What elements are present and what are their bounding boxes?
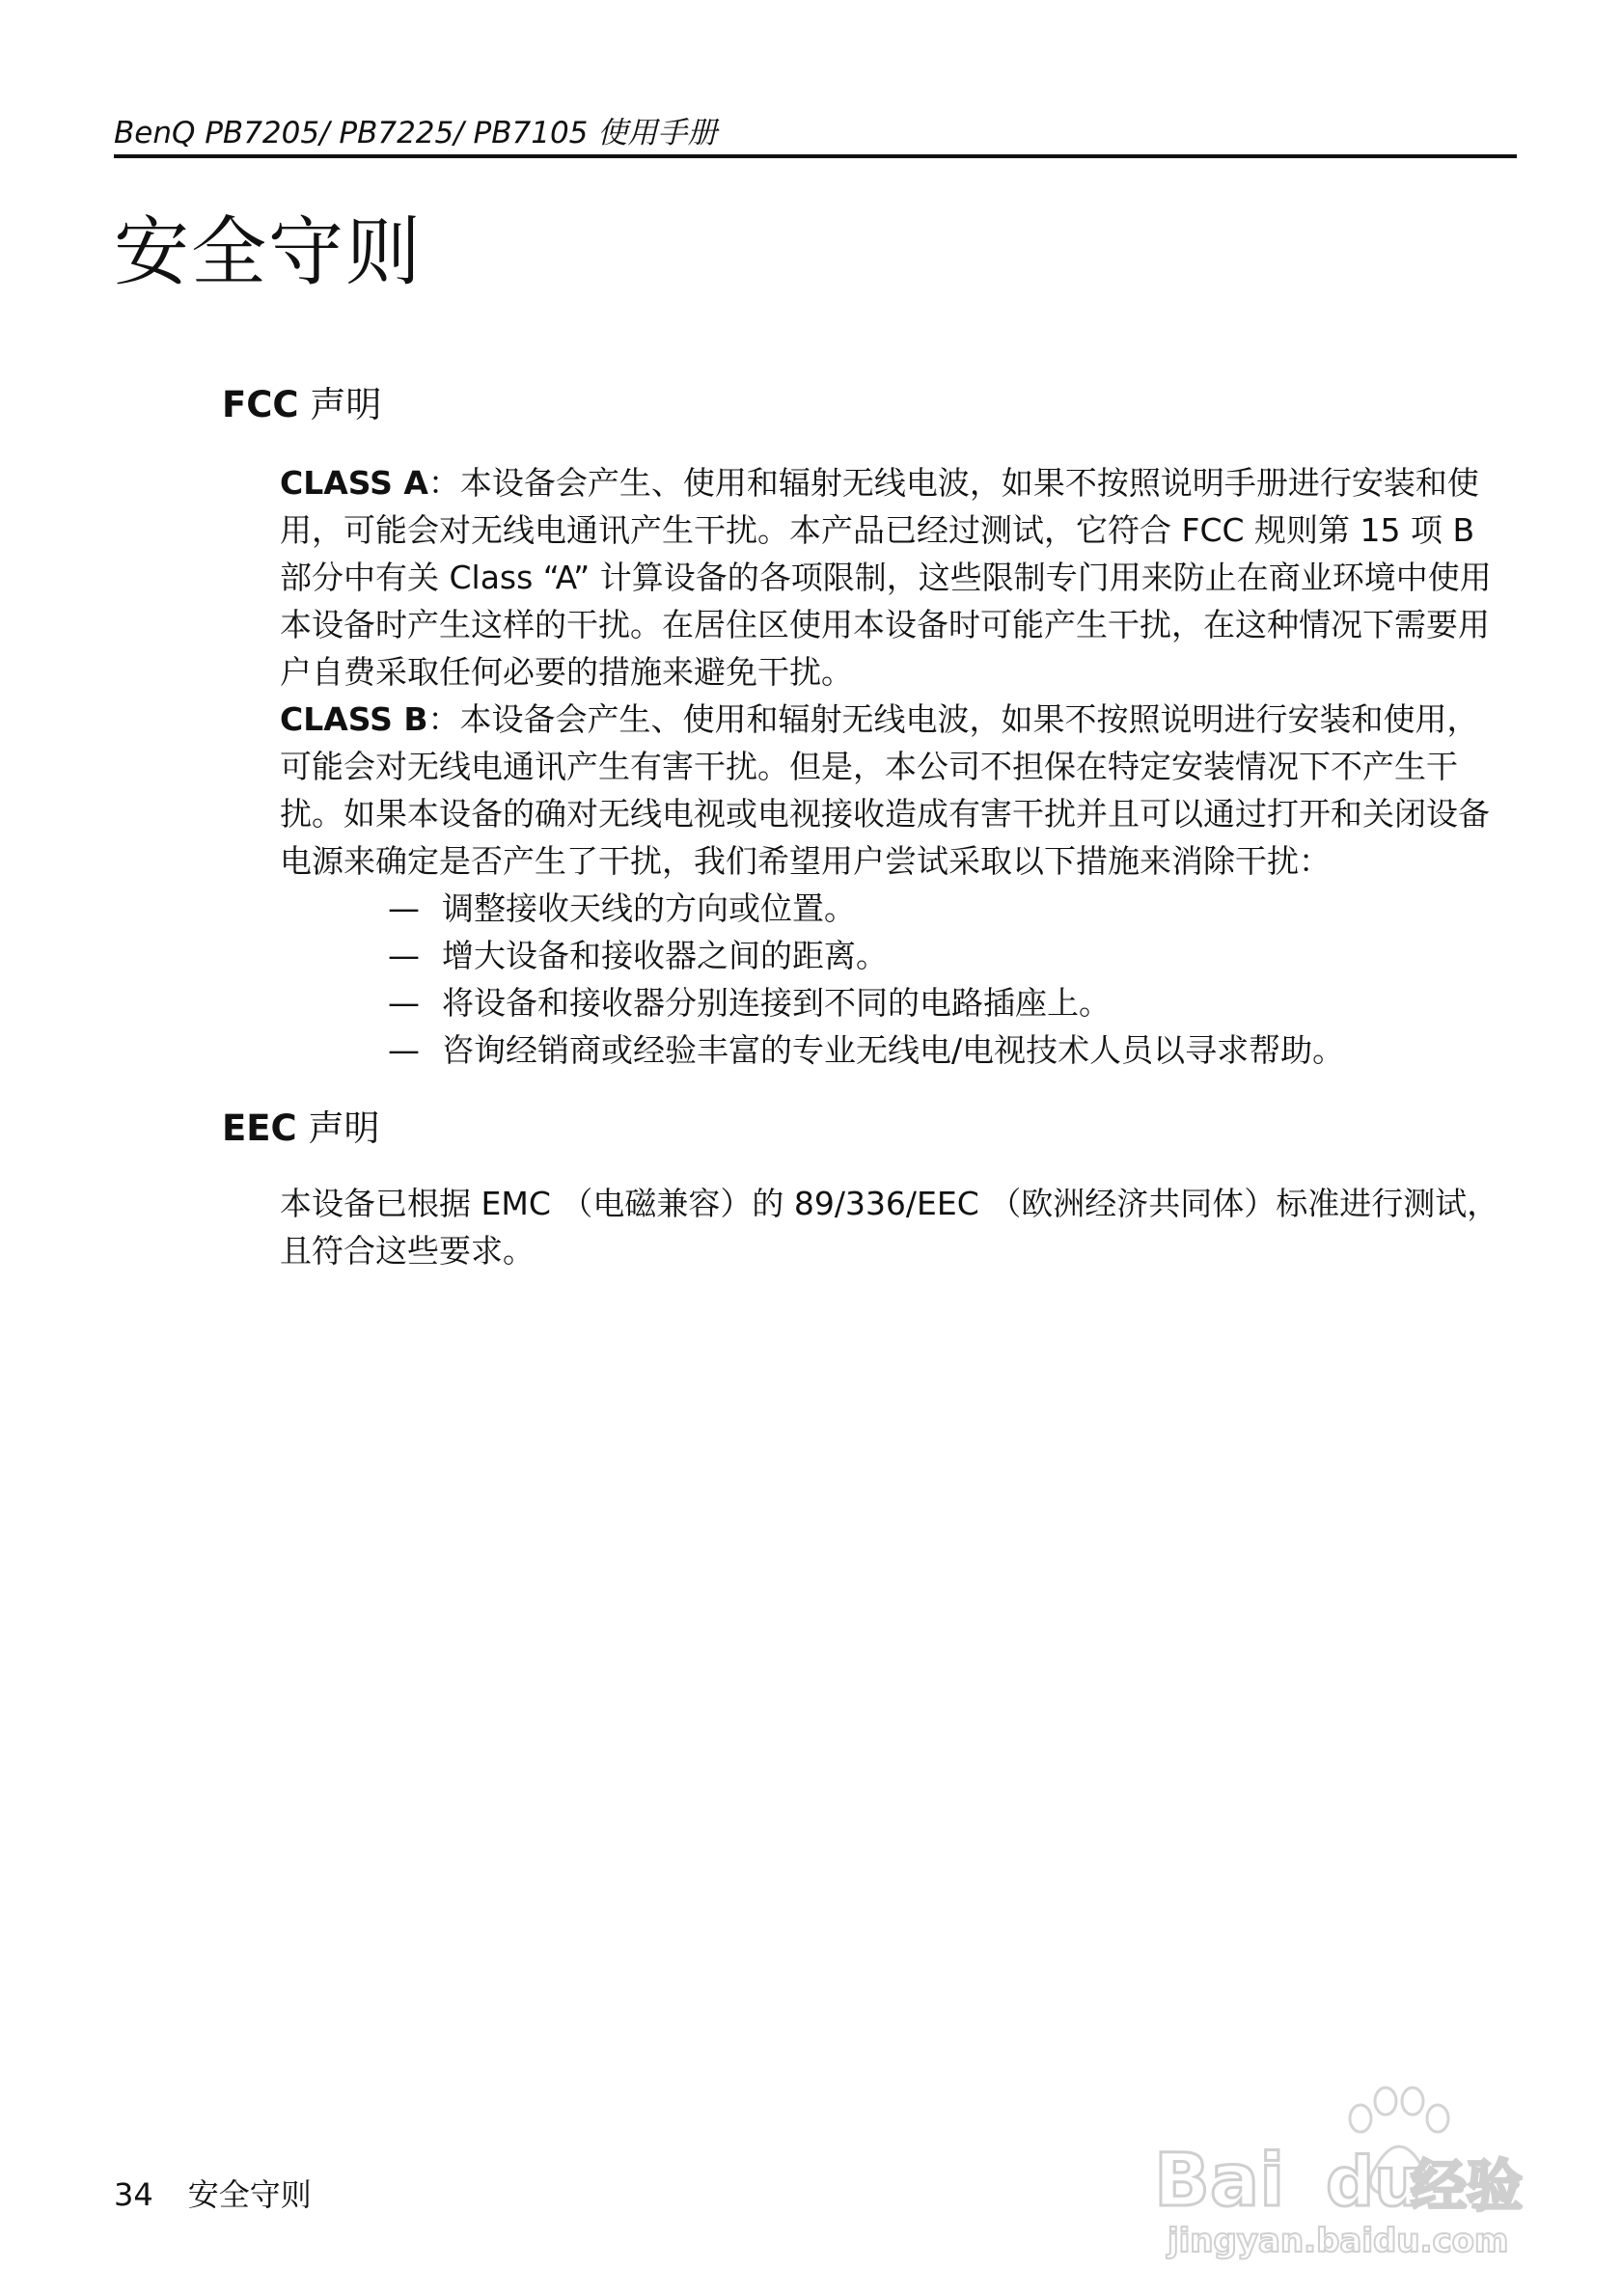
class-a-paragraph (280, 459, 1507, 696)
page-title: 安全守则 (114, 209, 424, 296)
eec-paragraph: 本设备已根据 EMC （电磁兼容）的 89/336/EEC （欧洲经济共同体）标准进行测试，且符合这些要求。 (280, 1185, 1499, 1270)
class-a-label: CLASS A (280, 464, 428, 502)
list-dash: — (388, 889, 420, 927)
class-b-text: ：本设备会产生、使用和辐射无线电波，如果不按照说明进行安装和使用，可能会对无线电通讯产生有害干扰。但是，本公司不担保在特定安装情况下不产生干扰。如果本设备的确对无线电视或电视接收造成有害干扰并且可以通过打开和关闭设备电源来确定是否产生了干扰，我们希望用户尝试采取以下措施来消除干扰： (280, 700, 1490, 880)
list-item-text: 增大设备和接收器之间的距离。 (442, 937, 888, 974)
watermark-brand-cn: 经验 (1411, 2153, 1524, 2219)
class-b-paragraph (280, 696, 1507, 885)
baidu-watermark-logo (1154, 2061, 1530, 2263)
list-item (388, 1026, 1507, 1074)
list-item-text: 咨询经销商或经验丰富的专业无线电/电视技术人员以寻求帮助。 (442, 1031, 1345, 1069)
page-footer (114, 2171, 312, 2215)
watermark-brand2: du (1326, 2143, 1422, 2222)
list-item-text: 调整接收天线的方向或位置。 (442, 889, 856, 927)
header-rule (114, 154, 1517, 158)
watermark-brand: Bai (1154, 2137, 1285, 2223)
eec-heading (222, 1107, 379, 1150)
eec-heading-latin: EEC (222, 1107, 297, 1149)
class-a-text: ：本设备会产生、使用和辐射无线电波，如果不按照说明手册进行安装和使用，可能会对无线电通讯产生干扰。本产品已经过测试，它符合 FCC 规则第 15 项 B 部分中有关 Class “A” 计算设备的各项限制，这些限制专门用来防止在商业环境中使用本设备时产生这样的干扰。在居住区使用本设备时可能产生干扰，在这种情况下需要用户自费采取任何必要的措施来避免干扰。 (280, 464, 1492, 691)
remedy-list (280, 885, 1507, 1074)
fcc-heading (222, 384, 381, 426)
list-item (388, 885, 1507, 932)
list-dash: — (388, 1031, 420, 1069)
page-number: 34 (114, 2176, 153, 2213)
list-item (388, 932, 1507, 979)
list-dash: — (388, 937, 420, 974)
list-item (388, 979, 1507, 1026)
class-b-label: CLASS B (280, 700, 428, 738)
watermark-url: jingyan.baidu.com (1168, 2222, 1509, 2260)
list-item-text: 将设备和接收器分别连接到不同的电路插座上。 (442, 984, 1111, 1022)
eec-heading-cjk: 声明 (296, 1107, 380, 1149)
fcc-heading-cjk: 声明 (298, 384, 382, 425)
running-header: BenQ PB7205/ PB7225/ PB7105 使用手册 (114, 116, 718, 150)
fcc-heading-latin: FCC (222, 384, 299, 425)
fcc-body (280, 459, 1507, 1074)
footer-section: 安全守则 (187, 2176, 312, 2213)
eec-body (280, 1180, 1507, 1274)
list-dash: — (388, 984, 420, 1022)
